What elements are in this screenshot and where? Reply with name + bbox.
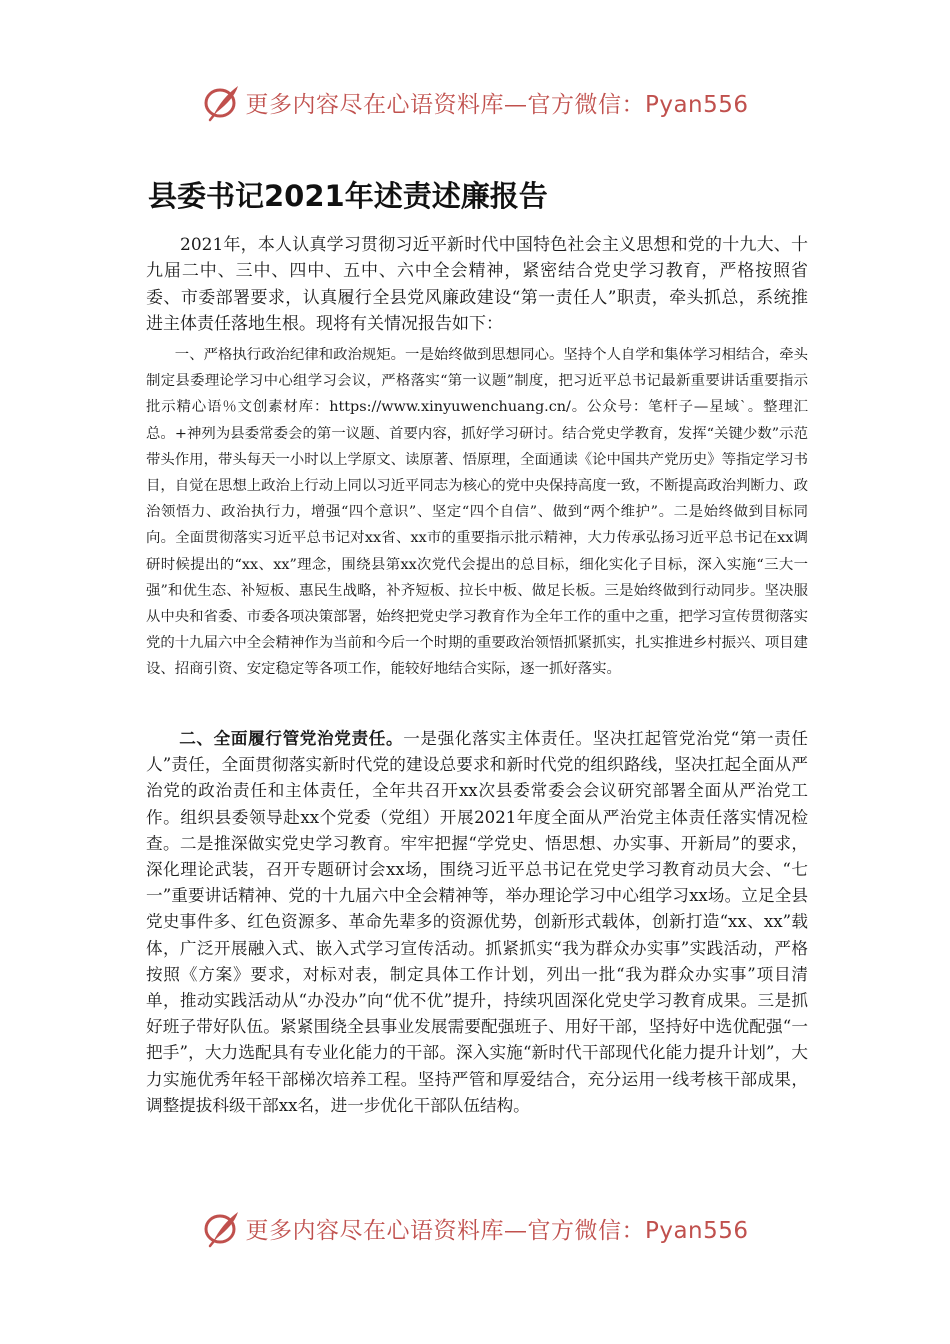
header-watermark (0, 80, 950, 124)
section-2-heading: 二、全面履行管党治党责任。 (179, 729, 404, 748)
section-2-body: 一是强化落实主体责任。坚决扛起管党治党“第一责任人”责任，全面贯彻落实新时代党的建设总要求和新时代党的组织路线，坚决扛起全面从严治党的政治责任和主体责任，全年共召开xx次县委常委会会议研究部署全面从严治党工作。组织县委领导赴xx个党委（党组）开展2021年度全面从严治党主体责任落实情况检查。二是推深做实党史学习教育。牢牢把握“学党史、悟思想、办实事、开新局”的要求，深化理论武装，召开专题研讨会xx场，围绕习近平总书记在党史学习教育动员大会、“七一”重要讲话精神、党的十九届六中全会精神等，举办理论学习中心组学习xx场。立足全县党史事件多、红色资源多、革命先辈多的资源优势，创新形式载体，创新打造“xx、xx”载体，广泛开展融入式、嵌入式学习宣传活动。抓紧抓实“我为群众办实事”实践活动，严格按照《方案》要求，对标对表，制定具体工作计划，列出一批“我为群众办实事”项目清单，推动实践活动从“办没办”向“优不优”提升，持续巩固深化党史学习教育成果。三是抓好班子带好队伍。紧紧围绕全县事业发展需要配强班子、用好干部，坚持好中选优配强“一把手”，大力选配具有专业化能力的干部。深入实施“新时代干部现代化能力提升计划”，大力实施优秀年轻干部梯次培养工程。坚持严管和厚爱结合，充分运用一线考核干部成果，调整提拔科级干部xx名，进一步优化干部队伍结构。 (146, 729, 809, 1115)
wechat-id: Pyan556 (644, 91, 749, 118)
footer-watermark (0, 1206, 950, 1250)
watermark-slogan: 更多内容尽在心语资料库—官方微信：Pyan556 (245, 91, 749, 118)
section-2-paragraph (146, 726, 808, 1119)
quill-pen-icon (201, 1208, 241, 1248)
quill-pen-icon (201, 82, 241, 122)
intro-paragraph: 2021年，本人认真学习贯彻习近平新时代中国特色社会主义思想和党的十九大、十九届二中、三中、四中、五中、六中全会精神，紧密结合党史学习教育，严格按照省委、市委部署要求，认真履行全县党风廉政建设“第一责任人”职责，牵头抓总，系统推进主体责任落地生根。现将有关情况报告如下： (146, 235, 808, 334)
section-1-paragraph: 一、严格执行政治纪律和政治规矩。一是始终做到思想同心。坚持个人自学和集体学习相结合，牵头制定县委理论学习中心组学习会议，严格落实“第一议题”制度，把习近平总书记最新重要讲话重要指示批示精心语％文创素材库：https://www.xinyuwenchuang.cn/。公众号：笔杆子—星域`。整理汇总。+神列为县委常委会的第一议题、首要内容，抓好学习研讨。结合党史学教育，发挥“关键少数”示范带头作用，带头每天一小时以上学原文、读原著、悟原理，全面通读《论中国共产党历史》等指定学习书目，自觉在思想上政治上行动上同以习近平同志为核心的党中央保持高度一致，不断提高政治判断力、政治领悟力、政治执行力，增强“四个意识”、坚定“四个自信”、做到“两个维护”。二是始终做到目标同向。全面贯彻落实习近平总书记对xx省、xx市的重要指示批示精神，大力传承弘扬习近平总书记在xx调研时候提出的“xx、xx”理念，围绕县第xx次党代会提出的总目标，细化实化子目标，深入实施“三大一强”和优生态、补短板、惠民生战略，补齐短板、拉长中板、做足长板。三是始终做到行动同步。坚决服从中央和省委、市委各项决策部署，始终把党史学习教育作为全年工作的重中之重，把学习宣传贯彻落实党的十九届六中全会精神作为当前和今后一个时期的重要政治领悟抓紧抓实，扎实推进乡村振兴、项目建设、招商引资、安定稳定等各项工作，能较好地结合实际，逐一抓好落实。 (146, 347, 808, 678)
wechat-id: Pyan556 (644, 1217, 749, 1244)
document-title: 县委书记2021年述责述廉报告 (148, 179, 548, 213)
watermark-slogan: 更多内容尽在心语资料库—官方微信：Pyan556 (245, 1217, 749, 1244)
